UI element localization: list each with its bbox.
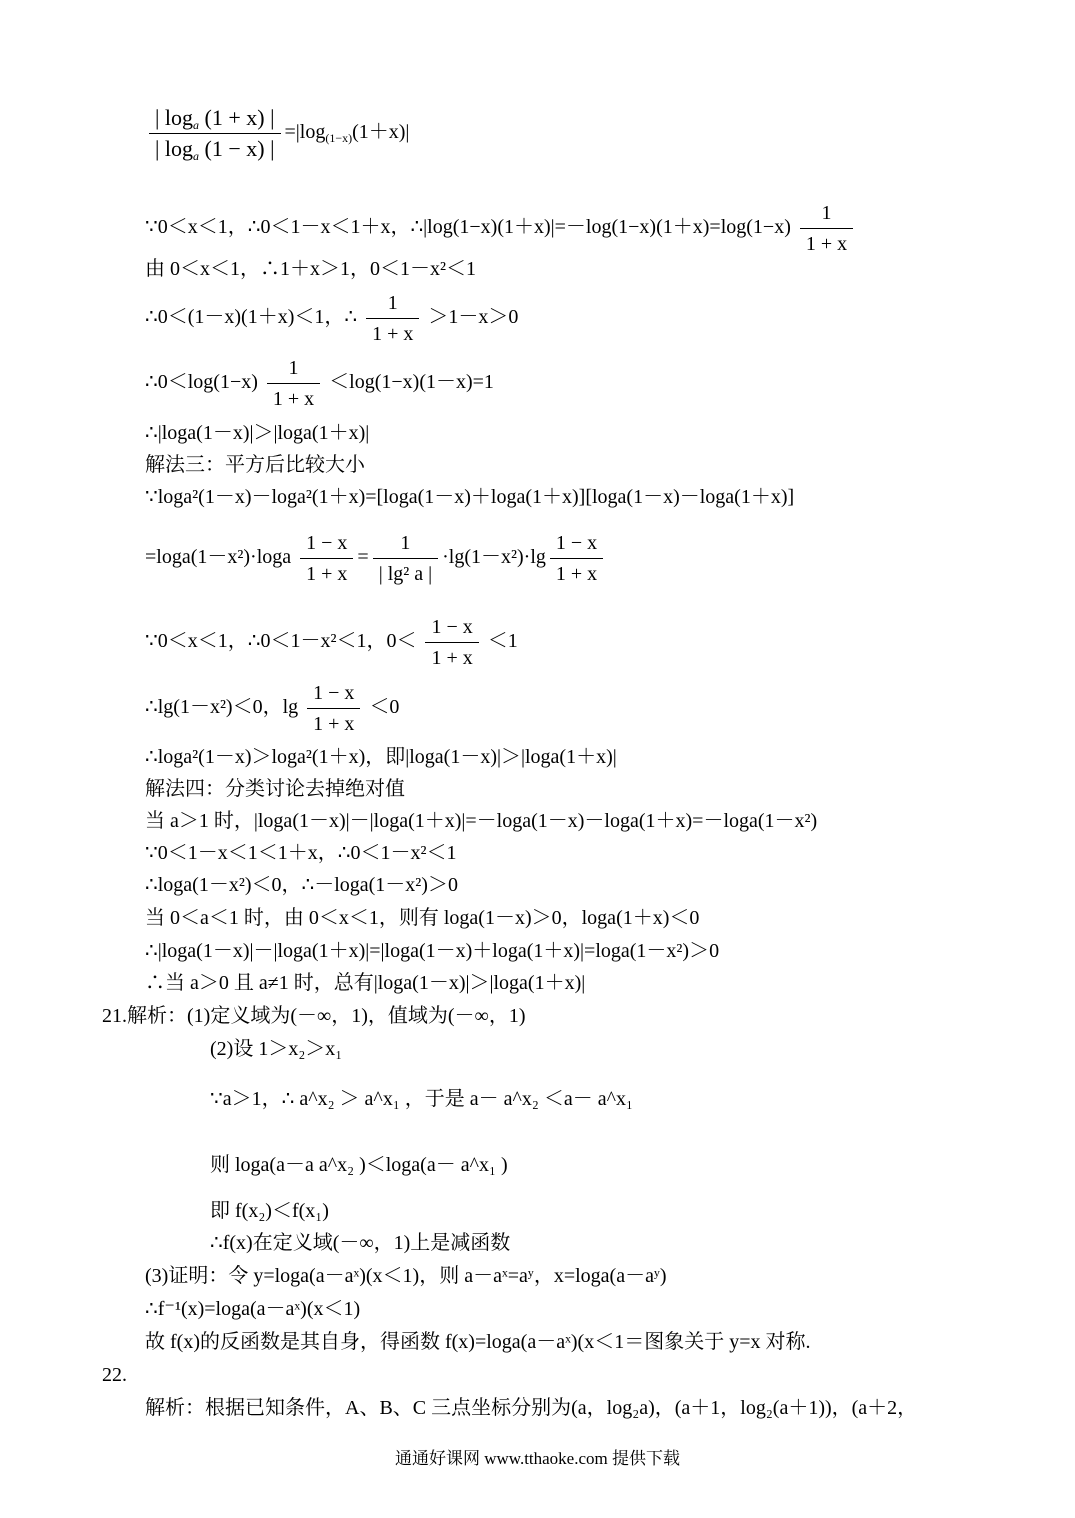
line-20: 21.解析：(1)定义域为(－∞，1)，值域为(－∞，1) [102, 1005, 526, 1027]
line-23: 则 loga(a－a a^x₂ )＜loga(a－ a^x₁ ) [210, 1154, 508, 1176]
line-13: 解法四：分类讨论去掉绝对值 [145, 778, 405, 800]
footer-credit: 通通好课网 www.tthaoke.com 提供下载 [394, 1449, 681, 1468]
frac-one-over-one-plus-x: $\frac{1}{1 + x}$ [800, 200, 853, 257]
line-3: 由 0＜x＜1，∴1＋x＞1，0＜1－x²＜1 [145, 258, 476, 280]
line-11 [145, 680, 399, 737]
line-4 [145, 290, 518, 347]
frac-l4: $\frac{1}{1 + x}$ [366, 290, 419, 347]
line-29: 22. [102, 1364, 127, 1386]
text-l9-tail: ·lg(1－x²)·lg [442, 546, 546, 569]
den-log: | log [155, 136, 194, 161]
frac-l5: $\frac{1}{1 + x}$ [267, 355, 320, 412]
num-log-base: a [193, 118, 200, 132]
text-l11a: ∴lg(1－x²)＜0，lg [145, 696, 299, 719]
line-21: (2)设 1＞x₂＞x₁ [210, 1038, 343, 1060]
text-l10a: ∵0＜x＜1，∴0＜1－x²＜1，0＜ [145, 630, 417, 653]
line-5 [145, 355, 494, 412]
num-log: | log [155, 105, 194, 130]
line-18: ∴|loga(1－x)|－|loga(1＋x)|=|loga(1－x)＋loga(1＋x)|=loga(1－x²)＞0 [145, 940, 720, 962]
line-30: 解析：根据已知条件，A、B、C 三点坐标分别为(a，log₂a)，(a＋1，log₂(a＋1))，(a＋2， [145, 1397, 918, 1419]
den-log-arg: (1 − x) | [199, 136, 275, 161]
line-22: ∵a＞1，∴ a^x₂ ＞ a^x₁ ，于是 a－ a^x₂ ＜a－ a^x₁ [210, 1088, 634, 1110]
line-25: ∴f(x)在定义域(－∞，1)上是减函数 [210, 1232, 511, 1254]
frac-l9c: $\frac{1 - x}{1 + x}$ [550, 530, 603, 587]
text-l4b: ＞1－x＞0 [428, 306, 519, 329]
rhs-log-arg: (1＋x)| [352, 121, 410, 144]
frac-l10: $\frac{1 - x}{1 + x}$ [425, 614, 478, 671]
line-27: ∴f⁻¹(x)=loga(a－aˣ)(x＜1) [145, 1298, 361, 1320]
line-7: 解法三：平方后比较大小 [145, 454, 365, 476]
rhs-log-base: (1−x) [325, 131, 353, 146]
text-l2: ∵0＜x＜1，∴0＜1－x＜1＋x，∴|log(1−x)(1＋x)|=－log(1−x)(1＋x)=log(1−x) [145, 216, 791, 239]
line-16: ∴loga(1－x²)＜0，∴－loga(1－x²)＞0 [145, 874, 458, 896]
line-24: 即 f(x₂)＜f(x₁) [210, 1200, 329, 1222]
rhs-log: =|log [284, 121, 326, 144]
line-8: ∵loga²(1－x)－loga²(1＋x)=[loga(1－x)＋loga(1＋x)][loga(1－x)－loga(1＋x)] [145, 486, 795, 508]
frac-l9a: $\frac{1 - x}{1 + x}$ [300, 530, 353, 587]
abs-log-fraction [149, 105, 281, 162]
line-14: 当 a＞1 时，|loga(1－x)|－|loga(1＋x)|=－loga(1－x)－loga(1＋x)=－loga(1－x²) [145, 810, 818, 832]
text-l11b: ＜0 [369, 696, 400, 719]
line-10 [145, 614, 518, 671]
text-l10b: ＜1 [487, 630, 518, 653]
line-12: ∴loga²(1－x)＞loga²(1＋x)，即|loga(1－x)|＞|loga(1＋x)| [145, 746, 617, 768]
line-9: =loga(1－x²)·loga $\frac{1 - x}{1 + x}$ = $\frac{1}{\text{| lg² a |}}$ ·lg(1－x²)·lg $\frac{1 - x}{1 + x}$ [145, 530, 607, 587]
text-l5b: ＜log(1−x)(1－x)=1 [329, 371, 494, 394]
line-6: ∴|loga(1－x)|＞|loga(1＋x)| [145, 422, 370, 444]
frac-l9b: $\frac{1}{\text{| lg² a |}}$ [373, 530, 438, 587]
line-19: ∴当 a＞0 且 a≠1 时，总有|loga(1－x)|＞|loga(1＋x)| [145, 972, 586, 994]
num-log-arg: (1 + x) | [199, 105, 275, 130]
line-2 [145, 200, 857, 257]
text-l5a: ∴0＜log(1−x) [145, 371, 258, 394]
line-26: (3)证明：令 y=loga(a－aˣ)(x＜1)，则 a－aˣ=aʸ，x=loga(a－aʸ) [145, 1265, 667, 1287]
den-log-base: a [193, 149, 200, 163]
line-17: 当 0＜a＜1 时，由 0＜x＜1，则有 loga(1－x)＞0，loga(1＋x)＜0 [145, 907, 700, 929]
frac-l11: $\frac{1 - x}{1 + x}$ [307, 680, 360, 737]
text-l4a: ∴0＜(1－x)(1＋x)＜1，∴ [145, 306, 358, 329]
line-15: ∵0＜1－x＜1＜1＋x，∴0＜1－x²＜1 [145, 842, 457, 864]
text-l9: =loga(1－x²)·loga [145, 546, 292, 569]
line-abs-log-fraction [145, 105, 409, 162]
line-28: 故 f(x)的反函数是其自身，得函数 f(x)=loga(a－aˣ)(x＜1＝图象关于 y=x 对称. [145, 1331, 811, 1353]
